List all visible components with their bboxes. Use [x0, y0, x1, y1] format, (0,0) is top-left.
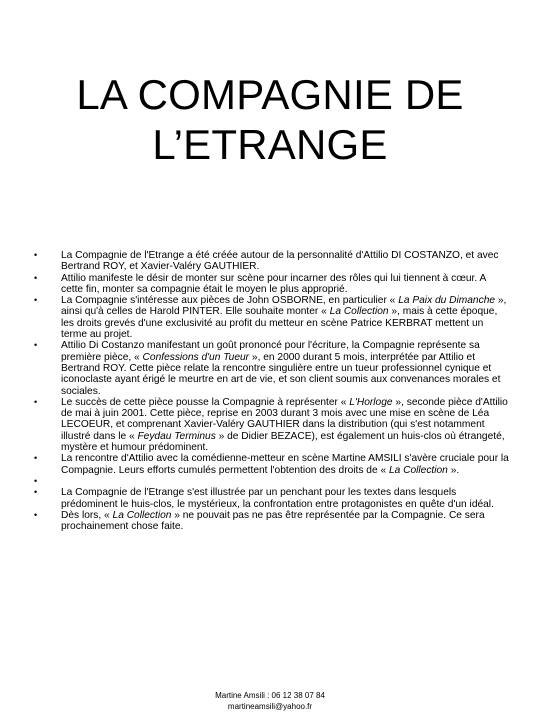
list-item-text: [61, 397, 510, 453]
list-item: [34, 453, 510, 476]
bullet-list: [34, 250, 510, 532]
contact-email: martineamsili@yahoo.fr: [227, 702, 313, 711]
work-title: La Paix du Dimanche: [398, 295, 496, 307]
list-item-text: [61, 453, 510, 476]
list-item-text: [61, 250, 510, 273]
text-run: La Compagnie de l'Etrange s'est illustrée par un penchant pour les textes dans lesquels prédominent le huis-clos, le mystérieux, la confrontation entre protagonistes en quête d'un idéal.: [61, 487, 494, 510]
list-item: [34, 397, 510, 453]
text-run: », ainsi qu'à celles de Harold PINTER. Elle souhaite monter «: [61, 295, 507, 318]
page-title-line-2: L’ETRANGE: [152, 121, 388, 169]
bullet-marker: •: [34, 487, 38, 498]
text-run: », en 2000 durant 5 mois, interprétée par Attilio et Bertrand ROY. Cette pièce relate la rencontre singulière entre un tueur professionnel cynique et iconoclaste ayant érigé le meurtre en art de vie, et son client soumis aux convenances morales et sociales.: [61, 351, 501, 397]
text-run: Attilio Di Costanzo manifestant un goût prononcé pour l'écriture, la Compagnie représente sa première pièce, «: [61, 340, 480, 363]
bullet-marker: •: [34, 509, 38, 520]
bullet-marker: •: [34, 250, 38, 260]
list-item-text: [61, 487, 510, 510]
page-title-line-1: LA COMPAGNIE DE: [76, 71, 464, 119]
text-run: » de Didier BEZACE), est également un huis-clos où étrangeté, mystère et humour prédominent.: [61, 430, 505, 454]
list-item: [34, 295, 510, 340]
work-title: Confessions d'un Tueur: [142, 351, 250, 363]
list-item: [34, 340, 510, 396]
text-run: », mais à cette époque, les droits grevés d'une exclusivité au profit du metteur en scène Patrice KERBRAT mettent un terme au projet.: [61, 306, 498, 341]
bullet-marker: •: [34, 295, 38, 306]
contact-footer: [0, 690, 540, 712]
work-title: La Collection: [388, 464, 448, 476]
list-item: [34, 273, 510, 296]
work-title: L'Horloge: [349, 396, 393, 408]
list-item-text: [61, 476, 510, 487]
page-title: [0, 70, 540, 170]
list-item: [34, 487, 510, 510]
bullet-marker: •: [34, 453, 38, 464]
text-run: », seconde pièce d'Attilio de mai à juin 2001. Cette pièce, reprise en 2003 durant 3 mois avec une mise en scène de Léa LECOEUR, et comprenant Xavier-Valéry GAUTHIER dans la distribution (qui s'est notamment illustré dans le «: [61, 396, 508, 442]
text-run: Dès lors, «: [61, 509, 113, 521]
text-run: ».: [447, 464, 460, 476]
list-item-text: [61, 295, 510, 340]
work-title: La Collection: [112, 509, 172, 521]
list-item: [34, 510, 510, 533]
work-title: La Collection: [329, 306, 389, 318]
list-item-text: [61, 510, 510, 533]
text-run: Attilio manifeste le désir de monter sur scène pour incarner des rôles qui lui tiennent à cœur. A cette fin, monter sa compagnie était le moyen le plus approprié.: [61, 272, 486, 295]
text-run: La rencontre d'Attilio avec la comédienne-metteur en scène Martine AMSILI s'avère cruciale pour la Compagnie. Leurs efforts cumulés permettent l'obtention des droits de «: [61, 453, 509, 476]
list-item: [34, 250, 510, 273]
text-run: » ne pouvait pas ne pas être représentée par la Compagnie. Ce sera prochainement chose faite.: [61, 509, 485, 533]
bullet-marker: •: [34, 340, 38, 351]
text-run: Le succès de cette pièce pousse la Compagnie à représenter «: [61, 396, 350, 408]
work-title: Feydau Terminus: [137, 430, 216, 442]
bullet-marker: •: [34, 475, 38, 486]
bullet-marker: •: [34, 396, 38, 407]
text-run: La Compagnie s'intéresse aux pièces de John OSBORNE, en particulier «: [61, 295, 399, 307]
text-run: La Compagnie de l'Etrange a été créée autour de la personnalité d'Attilio DI COSTANZO, et avec Bertrand ROY, et Xavier-Valéry GAUTHIER.: [61, 250, 499, 273]
list-item-text: [61, 340, 510, 396]
list-item: [34, 476, 510, 487]
bullet-marker: •: [34, 272, 38, 283]
list-item-text: [61, 273, 510, 296]
contact-phone: Martine Amsili : 06 12 38 07 84: [215, 691, 325, 700]
